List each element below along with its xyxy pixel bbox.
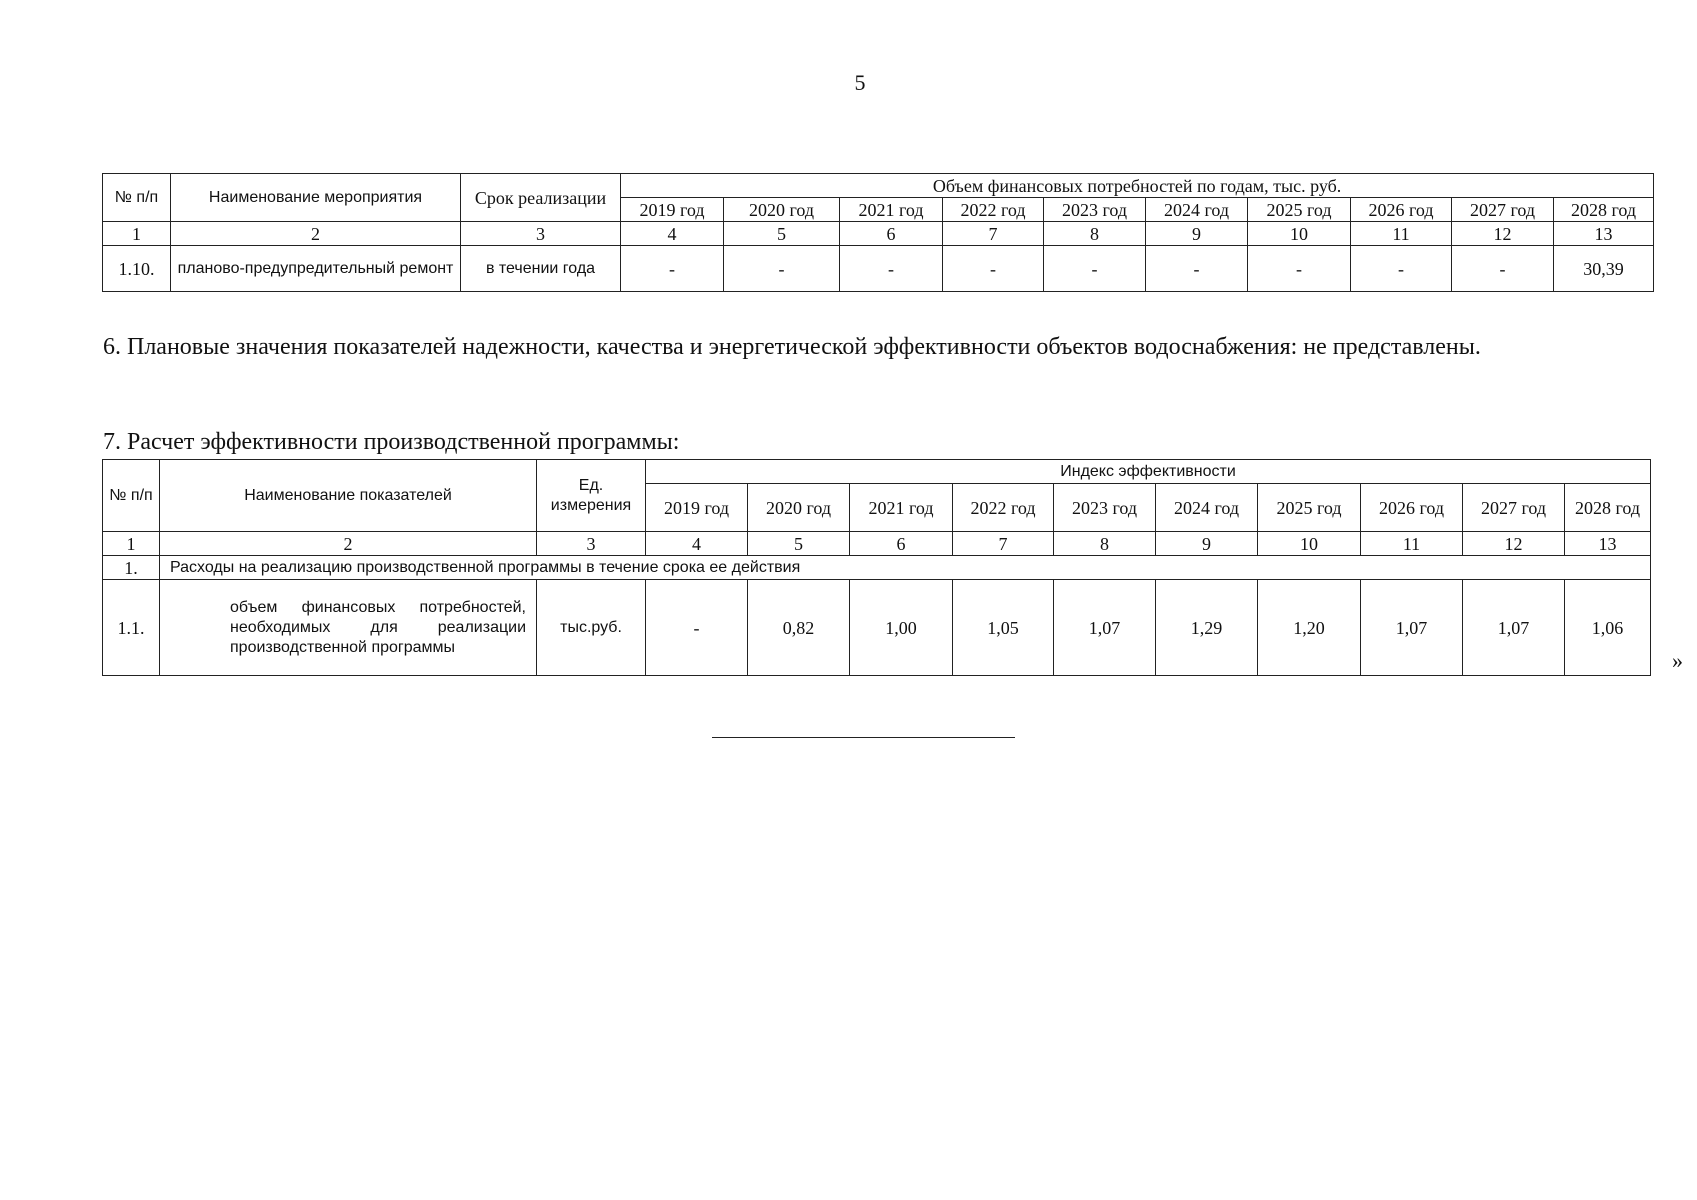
column-number-7: 8 [1044,222,1146,246]
year-header-2: 2021 год [840,198,943,222]
row-value-9: 1,06 [1565,580,1651,676]
column-number-4: 5 [724,222,840,246]
page-number: 5 [854,70,866,95]
year-header-9: 2028 год [1554,198,1654,222]
header-unit: Ед. измерения [537,460,646,532]
row-num: 1.10. [103,246,171,292]
group-row-num: 1. [103,556,160,580]
header-num: № п/п [103,460,160,532]
column-number-11: 12 [1452,222,1554,246]
row-value-8: 1,07 [1463,580,1565,676]
header-group: Объем финансовых потребностей по годам, тыс. руб. [621,174,1654,198]
efficiency-table [102,459,1651,676]
column-number-7: 8 [1054,532,1156,556]
header-term: Срок реализации [461,174,621,222]
row-value-7: 1,07 [1361,580,1463,676]
column-number-11: 12 [1463,532,1565,556]
year-header-6: 2025 год [1258,484,1361,532]
row-value-0: - [646,580,748,676]
column-number-8: 9 [1146,222,1248,246]
row-value-9: 30,39 [1554,246,1654,292]
year-header-5: 2024 год [1156,484,1258,532]
column-number-3: 4 [621,222,724,246]
column-number-12: 13 [1554,222,1654,246]
year-header-7: 2026 год [1361,484,1463,532]
column-number-6: 7 [943,222,1044,246]
column-number-2: 3 [461,222,621,246]
year-header-1: 2020 год [724,198,840,222]
column-number-9: 10 [1258,532,1361,556]
financial-needs-table [102,173,1654,292]
group-row-text: Расходы на реализацию производственной программы в течение срока ее действия [160,556,1651,580]
column-number-5: 6 [850,532,953,556]
column-number-9: 10 [1248,222,1351,246]
row-value-3: - [943,246,1044,292]
row-value-5: - [1146,246,1248,292]
year-header-5: 2024 год [1146,198,1248,222]
row-term: в течении года [461,246,621,292]
row-unit: тыс.руб. [537,580,646,676]
row-value-8: - [1452,246,1554,292]
column-number-1: 2 [160,532,537,556]
header-name: Наименование мероприятия [171,174,461,222]
column-number-2: 3 [537,532,646,556]
row-value-4: - [1044,246,1146,292]
section-7-title: 7. Расчет эффективности производственной программы: [103,429,680,455]
column-number-4: 5 [748,532,850,556]
row-value-1: - [724,246,840,292]
closing-quote: » [1672,648,1683,673]
row-value-2: - [840,246,943,292]
header-group: Индекс эффективности [646,460,1651,484]
row-value-0: - [621,246,724,292]
column-number-3: 4 [646,532,748,556]
row-value-4: 1,07 [1054,580,1156,676]
row-value-6: - [1248,246,1351,292]
column-number-12: 13 [1565,532,1651,556]
year-header-4: 2023 год [1054,484,1156,532]
year-header-3: 2022 год [943,198,1044,222]
year-header-9: 2028 год [1565,484,1651,532]
row-value-6: 1,20 [1258,580,1361,676]
column-number-1: 2 [171,222,461,246]
year-header-0: 2019 год [646,484,748,532]
column-number-8: 9 [1156,532,1258,556]
row-num: 1.1. [103,580,160,676]
column-number-0: 1 [103,532,160,556]
bottom-rule [712,737,1015,738]
year-header-4: 2023 год [1044,198,1146,222]
section-6-text: 6. Плановые значения показателей надежности, качества и энергетической эффективности объектов водоснабжения: не представлены. [103,334,1481,360]
year-header-3: 2022 год [953,484,1054,532]
year-header-2: 2021 год [850,484,953,532]
year-header-1: 2020 год [748,484,850,532]
year-header-8: 2027 год [1452,198,1554,222]
row-value-5: 1,29 [1156,580,1258,676]
row-name: объем финансовых потребностей, необходимых для реализации производственной программы [160,580,537,676]
header-name: Наименование показателей [160,460,537,532]
header-num: № п/п [103,174,171,222]
year-header-8: 2027 год [1463,484,1565,532]
year-header-0: 2019 год [621,198,724,222]
column-number-10: 11 [1351,222,1452,246]
row-name: планово-предупредительный ремонт [171,246,461,292]
row-value-2: 1,00 [850,580,953,676]
column-number-10: 11 [1361,532,1463,556]
year-header-7: 2026 год [1351,198,1452,222]
row-value-1: 0,82 [748,580,850,676]
row-value-3: 1,05 [953,580,1054,676]
row-value-7: - [1351,246,1452,292]
year-header-6: 2025 год [1248,198,1351,222]
column-number-6: 7 [953,532,1054,556]
column-number-0: 1 [103,222,171,246]
column-number-5: 6 [840,222,943,246]
